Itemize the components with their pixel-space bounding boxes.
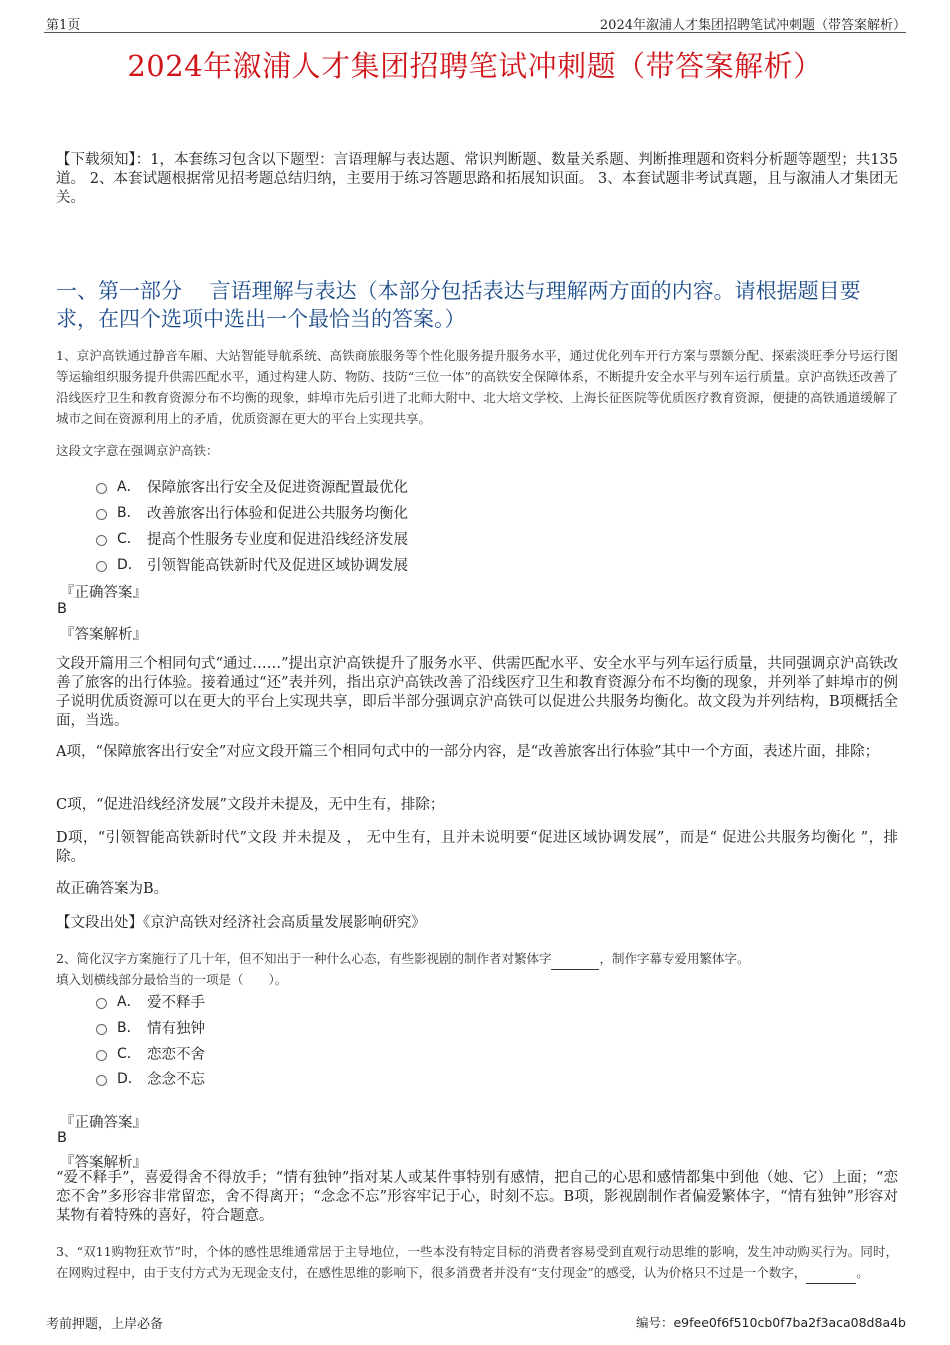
- question-2-option-a[interactable]: A． 爱不释手: [96, 990, 205, 1012]
- question-1-option-a[interactable]: A． 保障旅客出行安全及促进资源配置最优化: [96, 475, 408, 497]
- question-2-answer-label: 『正确答案』: [60, 1115, 147, 1131]
- radio-icon[interactable]: [96, 1050, 107, 1061]
- question-1-analysis-p1: 文段开篇用三个相同句式“通过……”提出京沪高铁提升了服务水平、供需匹配水平、安全水平与列车运行质量，共同强调京沪高铁改善了旅客的出行体验。接着通过“还”表并列，指出京沪高铁改善了沿线医疗卫生和教育资源分布不均衡的现象，并列举了蚌埠市的例子说明优质资源可以在更大的平台上实现共享，即后半部分强调京沪高铁可以促进公共服务均衡化。故文段为并列结构，B项概括全面，当选。: [56, 656, 898, 729]
- question-1-analysis-p5: 故正确答案为B。: [56, 881, 169, 897]
- question-2-prompt: 填入划横线部分最恰当的一项是（ ）。: [56, 972, 288, 987]
- question-1-analysis-p2: A项，“保障旅客出行安全”对应文段开篇三个相同句式中的一部分内容，是“改善旅客出行体验”其中一个方面，表述片面，排除；: [56, 744, 880, 760]
- question-1-option-b[interactable]: B． 改善旅客出行体验和促进公共服务均衡化: [96, 501, 408, 523]
- question-1-answer-label: 『正确答案』: [60, 585, 147, 601]
- radio-icon[interactable]: [96, 509, 107, 520]
- question-2-analysis: “爱不释手”，喜爱得舍不得放手；“情有独钟”指对某人或某件事特别有感情，把自己的心思和感情都集中到他（她、它）上面；“恋恋不舍”多形容非常留恋，舍不得离开；“念念不忘”形容牢记于心，时刻不忘。B项，影视剧制作者偏爱繁体字，“情有独钟”形容对某物有着特殊的喜好，符合题意。: [56, 1170, 898, 1224]
- document-title: 2024年溆浦人才集团招聘笔试冲刺题（带答案解析）: [127, 49, 823, 83]
- question-2-option-b[interactable]: B． 情有独钟: [96, 1016, 205, 1038]
- fill-blank[interactable]: [806, 1262, 856, 1284]
- question-1-analysis-p4: D项，“引领智能高铁新时代”文段 并未提及 ， 无中生有，且并未说明要“促进区域协调发展”，而是“ 促进公共服务均衡化 ”，排除。: [56, 830, 898, 865]
- radio-icon[interactable]: [96, 1075, 107, 1086]
- question-2-option-d[interactable]: D． 念念不忘: [96, 1067, 205, 1089]
- question-1-answer: B: [57, 601, 67, 617]
- question-1-analysis-p3: C项，“促进沿线经济发展”文段并未提及，无中生有，排除；: [56, 797, 445, 813]
- page-number: 第1页: [46, 18, 81, 33]
- question-1-option-d[interactable]: D． 引领智能高铁新时代及促进区域协调发展: [96, 553, 408, 575]
- download-notice: 【下载须知】：1，本套练习包含以下题型：言语理解与表达题、常识判断题、数量关系题、判断推理题和资料分析题等题型；共135道。 2、本套试题根据常见招考题总结归纳，主要用于练习答题思路和拓展知识面。 3、本套试题非考试真题，且与溆浦人才集团无关。: [56, 152, 898, 206]
- question-2-analysis-label: 『答案解析』: [60, 1155, 147, 1171]
- question-2-answer: B: [57, 1130, 67, 1146]
- radio-icon[interactable]: [96, 998, 107, 1009]
- question-2-option-c[interactable]: C． 恋恋不舍: [96, 1042, 205, 1064]
- fill-blank[interactable]: [551, 948, 599, 970]
- question-1-prompt: 这段文字意在强调京沪高铁：: [56, 443, 219, 458]
- radio-icon[interactable]: [96, 535, 107, 546]
- question-1-source: 【文段出处】《京沪高铁对经济社会高质量发展影响研究》: [56, 915, 426, 931]
- footer-doc-id: 编号：e9fee0f6f510cb0f7ba2f3aca08d8a4b: [635, 1315, 906, 1330]
- radio-icon[interactable]: [96, 561, 107, 572]
- question-2-stem: 2、简化汉字方案施行了几十年，但不知出于一种什么心态，有些影视剧的制作者对繁体字 ，制作字幕专爱用繁体字。: [56, 948, 898, 970]
- radio-icon[interactable]: [96, 483, 107, 494]
- section-heading: 一、第一部分 言语理解与表达（本部分包括表达与理解两方面的内容。请根据题目要求，在四个选项中选出一个最恰当的答案。）: [56, 279, 861, 331]
- question-1-analysis-label: 『答案解析』: [60, 627, 147, 643]
- question-1-stem: 1、京沪高铁通过静音车厢、大站智能导航系统、高铁商旅服务等个性化服务提升服务水平，通过优化列车开行方案与票额分配、探索淡旺季分号运行图等运输组织服务提升供需匹配水平，通过构建人防、物防、技防“三位一体”的高铁安全保障体系，不断提升安全水平与列车运行质量。京沪高铁还改善了沿线医疗卫生和教育资源分布不均衡的现象，蚌埠市先后引进了北师大附中、北大培文学校、上海长征医院等优质医疗教育资源，便捷的高铁通道缓解了城市之间在资源利用上的矛盾，优质资源在更大的平台上实现共享。: [56, 348, 898, 426]
- question-1-option-c[interactable]: C． 提高个性服务专业度和促进沿线经济发展: [96, 527, 408, 549]
- header-divider: [44, 32, 906, 33]
- radio-icon[interactable]: [96, 1024, 107, 1035]
- question-3-stem: 3、“双11购物狂欢节”时，个体的感性思维通常居于主导地位，一些本没有特定目标的消费者容易受到直观行动思维的影响，发生冲动购买行为。同时，在网购过程中，由于支付方式为无现金支付，在感性思维的影响下，很多消费者并没有“支付现金”的感受，认为价格只不过是一个数字， 。: [56, 1241, 898, 1284]
- footer-slogan: 考前押题，上岸必备: [46, 1317, 164, 1332]
- running-header-title: 2024年溆浦人才集团招聘笔试冲刺题（带答案解析）: [599, 18, 906, 33]
